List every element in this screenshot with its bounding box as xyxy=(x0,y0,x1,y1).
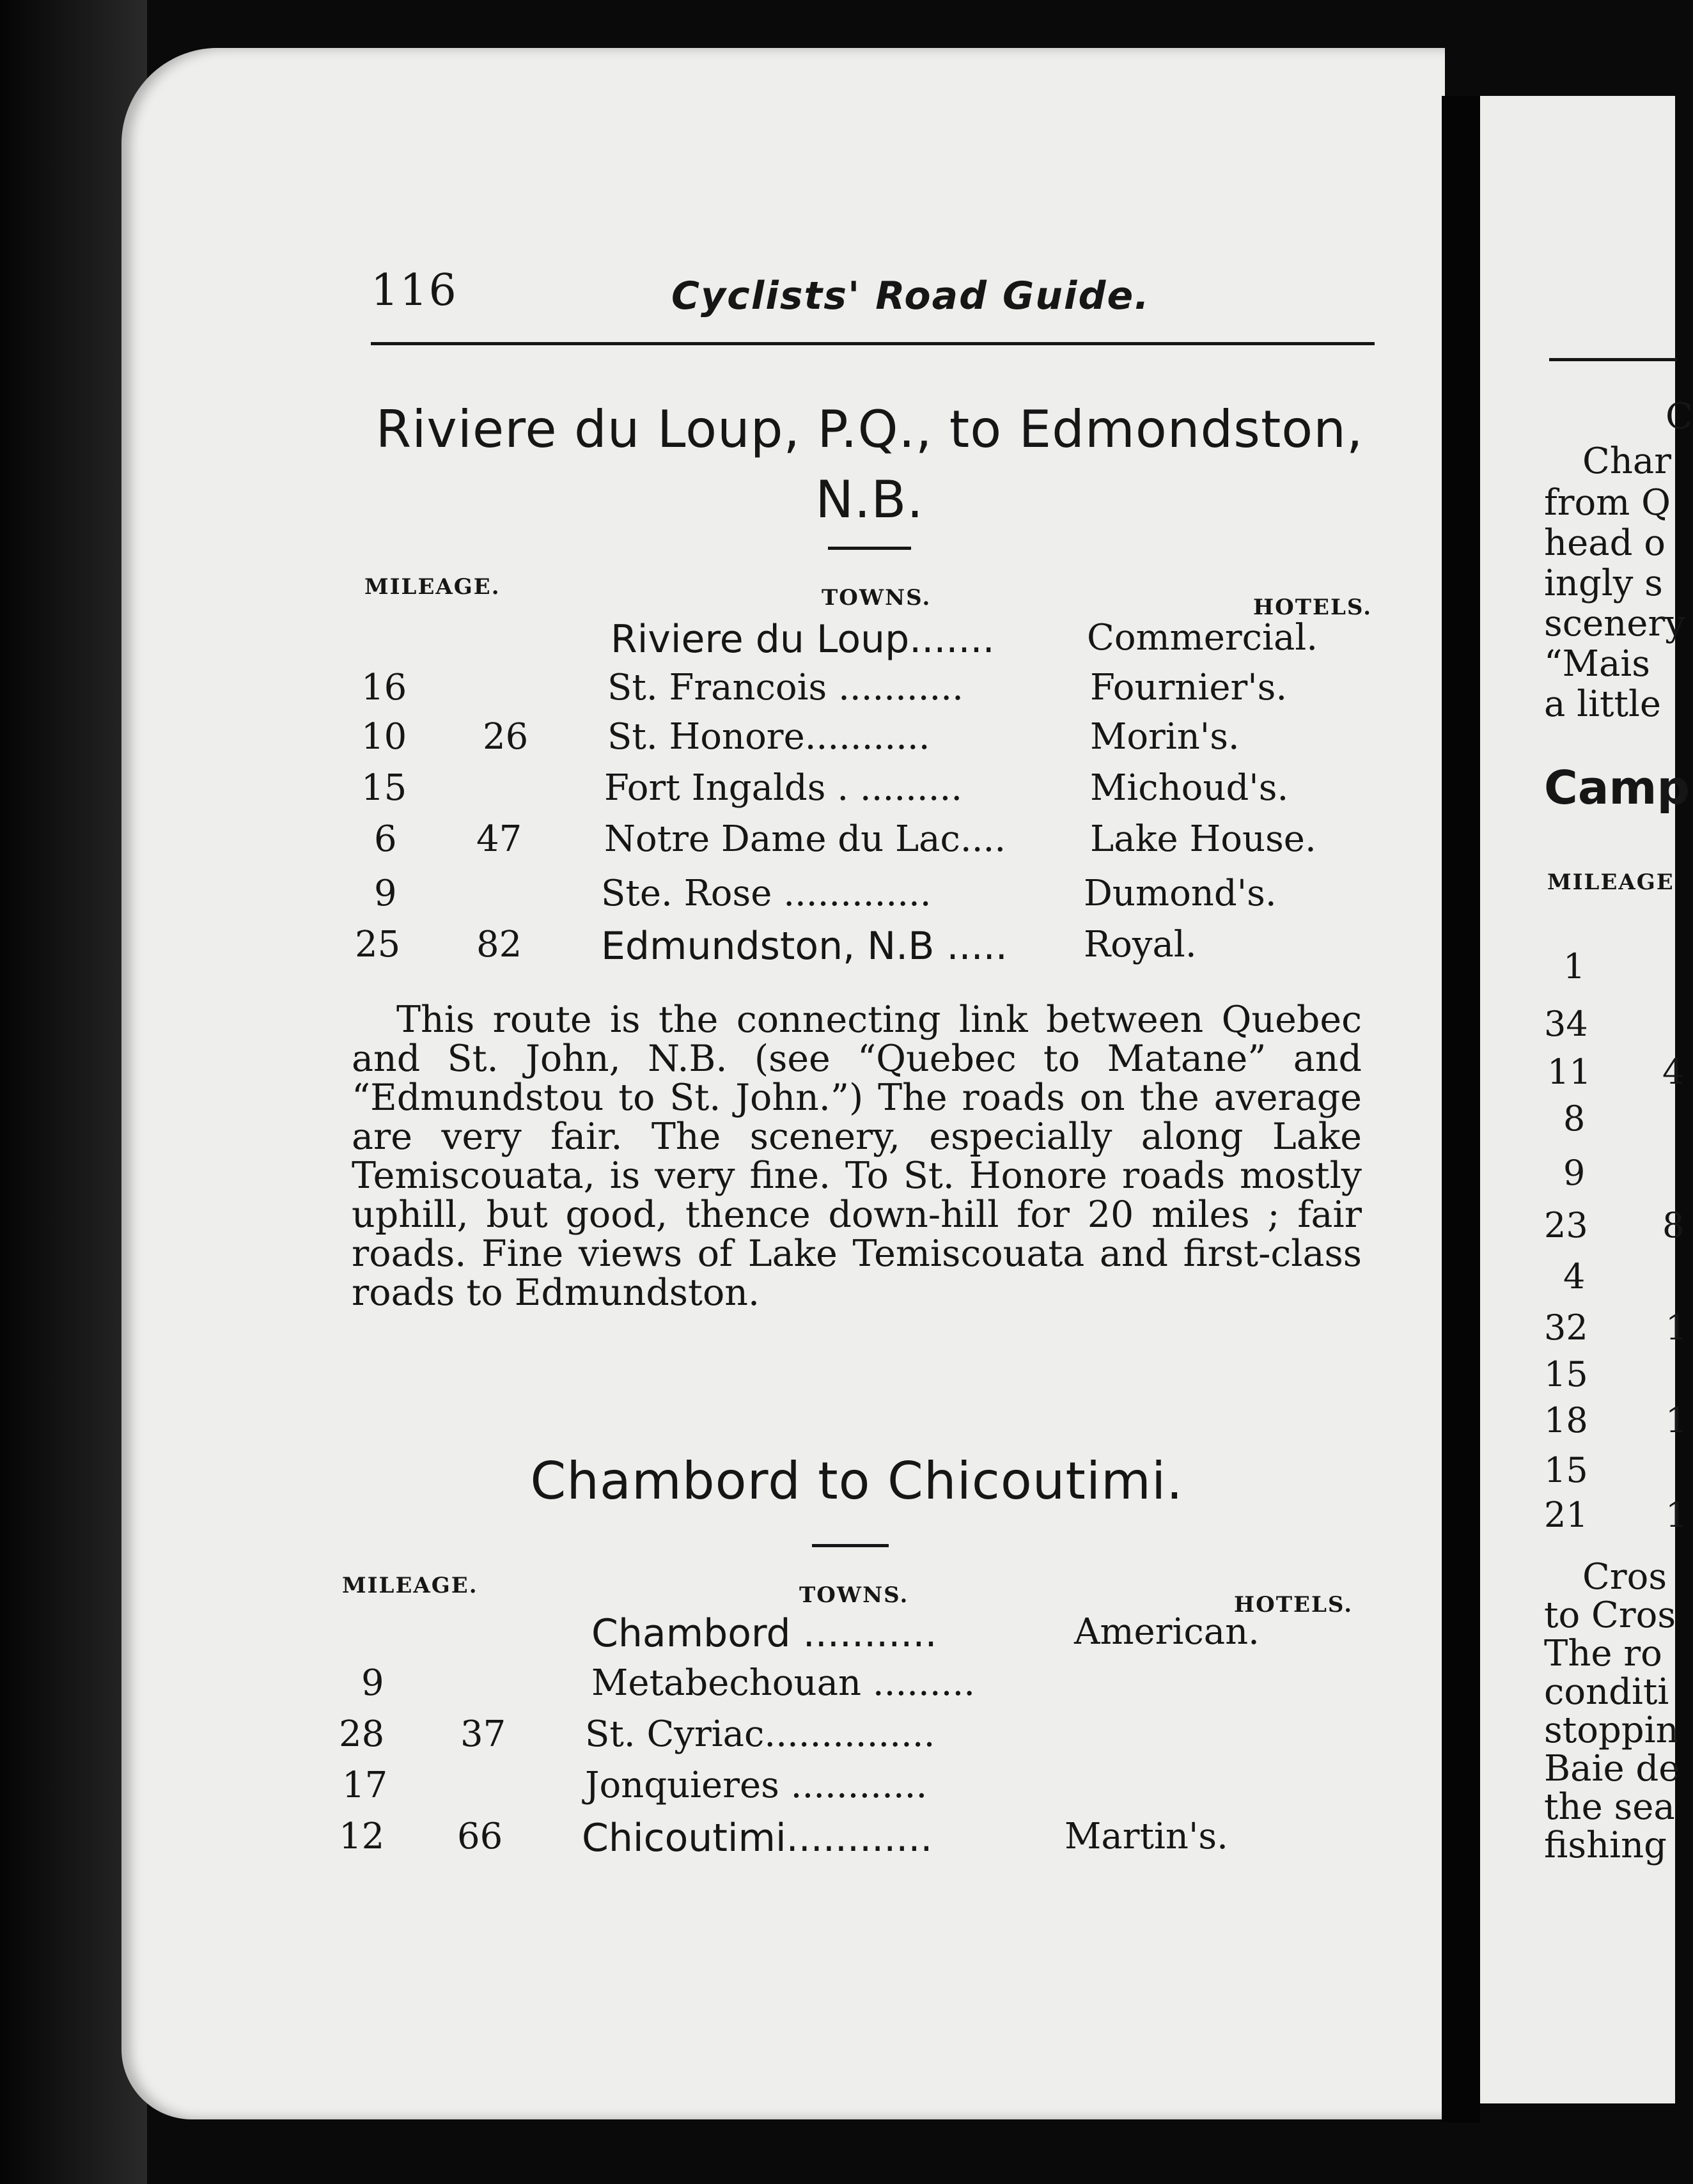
right-text-line: a little xyxy=(1544,683,1662,725)
mileage-value: 6 xyxy=(374,818,397,860)
route2-towns-header: TOWNS. xyxy=(799,1582,909,1608)
route1-short-rule xyxy=(828,547,911,550)
cumulative-mileage: 37 xyxy=(460,1713,506,1755)
right-text-line: head o xyxy=(1544,522,1666,564)
town-name: Chambord xyxy=(591,1611,791,1656)
hotel-name: Dumond's. xyxy=(1084,873,1277,914)
route2-title: Chambord to Chicoutimi. xyxy=(530,1451,1183,1511)
town-name: St. Cyriac xyxy=(585,1713,765,1755)
right-mileage-value: 21 xyxy=(1544,1495,1588,1535)
leader-dots: ............. xyxy=(783,873,932,914)
right-mileage-value: 15 xyxy=(1544,1450,1588,1490)
right-text-line: the sea xyxy=(1544,1786,1675,1828)
town-name: Notre Dame du Lac xyxy=(604,818,960,860)
town-name: Chicoutimi xyxy=(582,1816,786,1860)
right-text-line: scenery xyxy=(1544,603,1685,644)
leader-dots: ............ xyxy=(786,1816,933,1860)
header-rule xyxy=(371,342,1375,345)
right-mileage-value: 11 xyxy=(1547,1052,1591,1092)
hotel-name: Fournier's. xyxy=(1090,667,1288,708)
right-mileage-value: 8 xyxy=(1563,1098,1586,1139)
right-mileage-value: 34 xyxy=(1544,1004,1588,1044)
town-name: St. Honore xyxy=(607,716,805,758)
town-name: Ste. Rose xyxy=(601,873,772,914)
leader-dots: . ......... xyxy=(837,767,963,809)
leader-dots: ........... xyxy=(838,667,964,708)
right-text-line: The ro xyxy=(1544,1633,1662,1674)
right-text-line: Char xyxy=(1582,441,1672,482)
right-mileage-value: 4 xyxy=(1563,1256,1586,1297)
right-text-line: stoppin xyxy=(1544,1710,1679,1751)
page-number: 116 xyxy=(371,265,458,316)
right-cumulative-value: 1 xyxy=(1666,1307,1688,1348)
right-text-line: conditi xyxy=(1544,1671,1669,1713)
right-mileage-value: 9 xyxy=(1563,1153,1586,1193)
cumulative-mileage: 66 xyxy=(457,1816,503,1857)
route2-hotels-header: HOTELS. xyxy=(1234,1592,1354,1618)
mileage-value: 10 xyxy=(361,716,407,758)
town-name: Riviere du Loup xyxy=(611,617,910,662)
hotel-name: Commercial. xyxy=(1087,617,1318,659)
hotel-name: Morin's. xyxy=(1090,716,1240,758)
route1-hotels-header: HOTELS. xyxy=(1253,595,1373,620)
route1-description: This route is the connecting link between Quebec and St. John, N.B. (see “Quebec to Matane” and “Edmundstou to St. John.”) The roads on the average are very fair. The scenery, especially along Lake Temiscouata, is very fine. To St. Honore roads mostly uphill, but good, thence down-hill for 20 miles ; fair roads. Fine views of Lake Temiscouata and first-class roads to Edmundston. xyxy=(352,999,1362,1314)
leader-dots: .... xyxy=(960,818,1006,860)
right-text-line: Baie de xyxy=(1544,1748,1680,1790)
hotel-name: Michoud's. xyxy=(1090,767,1289,809)
route2-mileage-header: MILEAGE. xyxy=(342,1573,478,1598)
leader-dots: ........... xyxy=(804,716,930,758)
leader-dots: ..... xyxy=(946,924,1008,969)
right-text-line: to Cros xyxy=(1544,1595,1676,1636)
mileage-value: 25 xyxy=(355,924,401,965)
right-mileage-value: 15 xyxy=(1544,1354,1588,1394)
town-name: St. Francois xyxy=(607,667,827,708)
route1-mileage-header: MILEAGE. xyxy=(364,574,501,600)
leader-dots: ............... xyxy=(764,1713,935,1755)
mileage-value: 9 xyxy=(361,1662,384,1704)
mileage-value: 12 xyxy=(339,1816,385,1857)
running-head xyxy=(371,256,1375,345)
hotel-name: Martin's. xyxy=(1065,1816,1228,1857)
leader-dots: ....... xyxy=(909,617,995,662)
town-name: Metabechouan xyxy=(591,1662,862,1704)
town-name: Fort Ingalds xyxy=(604,767,826,809)
right-mileage-value: 32 xyxy=(1544,1307,1588,1348)
town-name: Edmundston, N.B xyxy=(601,924,935,969)
town-name: Jonquieres xyxy=(585,1765,779,1806)
right-mileage-value: 23 xyxy=(1544,1205,1588,1245)
mileage-value: 16 xyxy=(361,667,407,708)
route1-title-line2: N.B. xyxy=(815,470,924,529)
right-text-line: “Mais xyxy=(1544,643,1651,685)
right-page-top-letter: C xyxy=(1666,396,1693,437)
cumulative-mileage: 26 xyxy=(483,716,529,758)
hotel-name: American. xyxy=(1074,1611,1260,1653)
leader-dots: ........... xyxy=(802,1611,937,1656)
route1-towns-header: TOWNS. xyxy=(822,585,932,611)
right-cumulative-value: 1 xyxy=(1666,1495,1688,1535)
mileage-value: 15 xyxy=(361,767,407,809)
mileage-value: 9 xyxy=(374,873,397,914)
right-cumulative-value: 1 xyxy=(1666,1400,1688,1440)
right-text-line: fishing xyxy=(1544,1825,1667,1866)
hotel-name: Royal. xyxy=(1084,924,1197,965)
right-page-header-rule xyxy=(1549,358,1677,361)
right-mileage-value: 18 xyxy=(1544,1400,1588,1440)
leader-dots: ......... xyxy=(872,1662,976,1704)
cumulative-mileage: 82 xyxy=(476,924,522,965)
right-cumulative-value: 8 xyxy=(1662,1205,1685,1245)
hotel-name: Lake House. xyxy=(1090,818,1316,860)
cumulative-mileage: 47 xyxy=(476,818,522,860)
right-mileage-value: 1 xyxy=(1563,946,1586,987)
right-text-line: from Q xyxy=(1544,482,1671,524)
mileage-value: 28 xyxy=(339,1713,385,1755)
route1-title-line1: Riviere du Loup, P.Q., to Edmondston, xyxy=(375,400,1364,459)
right-mileage-header: MILEAGE xyxy=(1547,870,1674,895)
running-title: Cyclists' Road Guide. xyxy=(671,274,1150,318)
right-cumulative-value: 4 xyxy=(1662,1052,1685,1092)
right-route-heading: Camp xyxy=(1544,761,1690,815)
right-text-line: Cros xyxy=(1582,1556,1667,1598)
route2-short-rule xyxy=(812,1544,889,1547)
leader-dots: ............ xyxy=(790,1765,928,1806)
right-text-line: ingly s xyxy=(1544,563,1663,604)
mileage-value: 17 xyxy=(342,1765,388,1806)
book-gutter xyxy=(1442,96,1480,2123)
right-page-fragment xyxy=(1480,96,1693,2103)
